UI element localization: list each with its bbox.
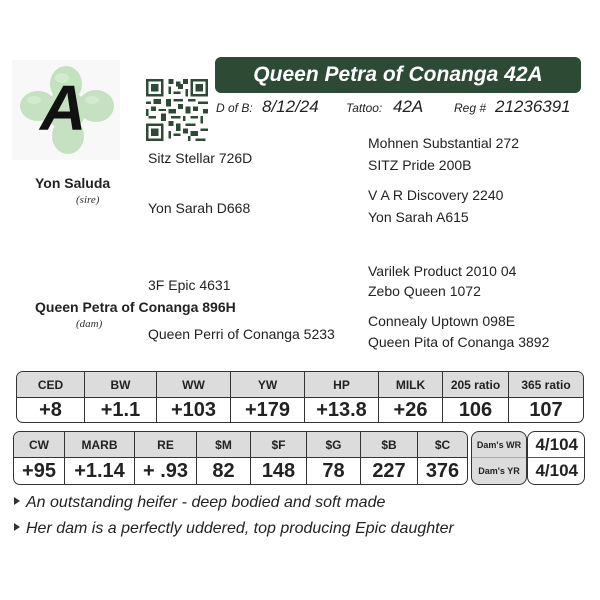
- sire-sire: Sitz Stellar 726D: [148, 150, 253, 166]
- dam-dam-sire: Connealy Uptown 098E: [368, 313, 516, 329]
- epd-header: $G: [307, 432, 360, 458]
- epd-value: +26: [393, 398, 428, 421]
- epd-header: $M: [197, 432, 250, 458]
- epd-value: +1.1: [100, 398, 141, 421]
- animal-info-line: [216, 97, 586, 119]
- epd-header: HP: [305, 372, 378, 398]
- dam-role-label: (dam): [76, 318, 103, 330]
- epd-value: 148: [261, 459, 296, 482]
- dam-wr-value: 4/104: [528, 432, 584, 458]
- epd-cell-c: [418, 432, 467, 484]
- epd-value: +1.14: [74, 459, 125, 482]
- epd-header: MILK: [379, 372, 442, 398]
- epd-cell-f: [251, 432, 307, 484]
- epd-cell-re: [135, 432, 197, 484]
- dam-name: Queen Petra of Conanga 896H: [35, 299, 236, 315]
- epd-value: 376: [425, 459, 460, 482]
- epd-cell-hp: [305, 372, 379, 422]
- epd-value: 78: [322, 459, 345, 482]
- epd-cell-205-ratio: [443, 372, 509, 422]
- epd-cell-bw: [85, 372, 157, 422]
- epd-cell-b: [361, 432, 418, 484]
- epd-header: MARB: [65, 432, 134, 458]
- animal-name-banner: Queen Petra of Conanga 42A: [215, 57, 581, 93]
- epd-header: $C: [418, 432, 467, 458]
- tattoo-value: 42A: [393, 97, 424, 116]
- dob-label: D of B:: [216, 101, 253, 115]
- farm-logo: [12, 60, 120, 160]
- epd-header: 365 ratio: [509, 372, 583, 398]
- bullet-triangle-icon: [14, 523, 20, 531]
- epd-value: +103: [170, 398, 217, 421]
- epd-header: $F: [251, 432, 306, 458]
- dob-value: 8/12/24: [262, 97, 319, 116]
- sire-dam: Yon Sarah D668: [148, 200, 251, 216]
- dam-yr-label: Dam's YR: [478, 466, 520, 476]
- epd-header: CED: [17, 372, 84, 398]
- reg-label: Reg #: [454, 101, 487, 115]
- epd-cell-ww: [157, 372, 231, 422]
- note-text: An outstanding heifer - deep bodied and soft made: [26, 494, 386, 511]
- dam-ratio-labels: [471, 431, 527, 485]
- epd-cell-milk: [379, 372, 443, 422]
- note-2: [14, 520, 454, 538]
- epd-header: CW: [14, 432, 64, 458]
- epd-cell-marb: [65, 432, 135, 484]
- epd-value: + .93: [142, 459, 189, 482]
- note-text: Her dam is a perfectly uddered, top producing Epic daughter: [26, 520, 454, 537]
- reg-value: 21236391: [495, 97, 571, 116]
- dam-sire-sire: Varilek Product 2010 04: [368, 263, 517, 279]
- epd-value: +13.8: [316, 398, 367, 421]
- epd-header: RE: [135, 432, 196, 458]
- epd-header: WW: [157, 372, 230, 398]
- epd-cell-m: [197, 432, 251, 484]
- epd-value: +8: [39, 398, 62, 421]
- dam-ratio-values: [527, 431, 585, 485]
- sire-sire-dam: SITZ Pride 200B: [368, 157, 472, 173]
- epd-cell-g: [307, 432, 361, 484]
- note-1: [14, 494, 385, 512]
- epd-cell-ced: [17, 372, 85, 422]
- epd-header: 205 ratio: [443, 372, 508, 398]
- dam-sire-dam: Zebo Queen 1072: [368, 283, 481, 299]
- epd-value: 227: [372, 459, 406, 482]
- epd-header: $B: [361, 432, 417, 458]
- sire-dam-sire: V A R Discovery 2240: [368, 187, 504, 203]
- qr-code-icon[interactable]: [146, 79, 208, 141]
- sire-sire-sire: Mohnen Substantial 272: [368, 135, 519, 151]
- sire-name: Yon Saluda: [35, 175, 111, 191]
- epd-table-row2: [13, 431, 468, 485]
- epd-value: 82: [212, 459, 235, 482]
- logo-letter: A: [40, 72, 87, 144]
- epd-cell-365-ratio: [509, 372, 583, 422]
- epd-value: +95: [22, 459, 56, 482]
- epd-cell-cw: [14, 432, 65, 484]
- dam-yr-value: 4/104: [535, 461, 578, 480]
- dam-wr-label: Dam's WR: [472, 432, 526, 458]
- epd-header: YW: [231, 372, 304, 398]
- dam-dam: Queen Perri of Conanga 5233: [148, 326, 335, 342]
- epd-table-row1: [16, 371, 584, 423]
- epd-value: 107: [529, 398, 563, 421]
- dam-sire: 3F Epic 4631: [148, 277, 231, 293]
- bullet-triangle-icon: [14, 497, 20, 505]
- sire-role-label: (sire): [76, 194, 100, 206]
- epd-header: BW: [85, 372, 156, 398]
- epd-cell-yw: [231, 372, 305, 422]
- tattoo-label: Tattoo:: [346, 101, 383, 115]
- epd-value: +179: [244, 398, 291, 421]
- sire-dam-dam: Yon Sarah A615: [368, 209, 469, 225]
- dam-dam-dam: Queen Pita of Conanga 3892: [368, 334, 550, 350]
- epd-value: 106: [458, 398, 493, 421]
